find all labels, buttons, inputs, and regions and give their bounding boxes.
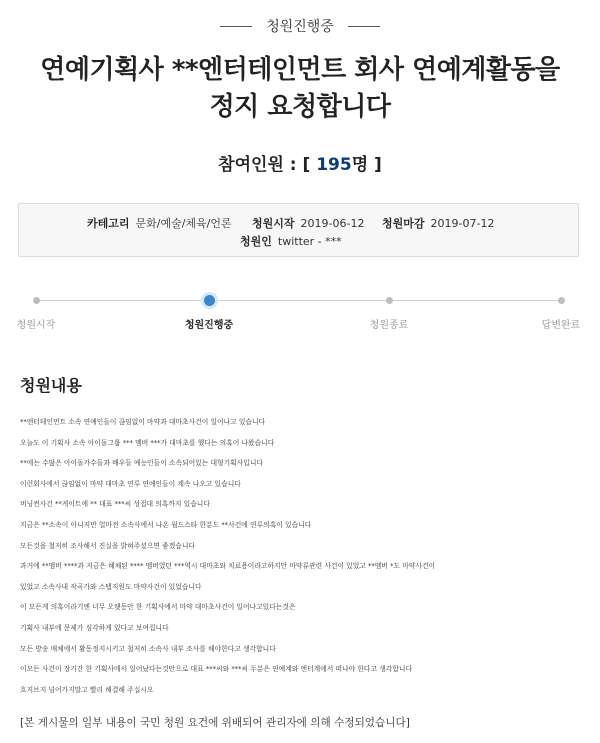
petition-content xyxy=(20,412,590,700)
content-line: 오늘도 이 기획사 소속 아이돌그룹 *** 멤버 ***가 대마초를 했다는 의혹이 나왔습니다 xyxy=(20,438,275,447)
info-end-value: 2019-07-12 xyxy=(430,217,495,230)
progress-dot xyxy=(558,297,565,304)
info-petitioner-label: 청원인 xyxy=(240,235,272,248)
progress-dot-active xyxy=(204,295,215,306)
status-right-divider xyxy=(348,26,380,27)
info-petitioner-value: twitter - *** xyxy=(277,235,342,248)
petition-title-line1: 연예기획사 **엔터테인먼트 회사 연예계활동을 xyxy=(40,55,560,85)
petition-info-box xyxy=(18,203,579,257)
status-left-divider xyxy=(220,26,252,27)
progress-step-ongoing xyxy=(169,288,249,331)
info-category-value: 문화/예술/체육/언론 xyxy=(135,217,232,230)
participant-number: 195 xyxy=(316,155,352,175)
info-start-date xyxy=(252,215,364,231)
progress-step-label: 청원진행중 xyxy=(184,320,234,331)
participant-count xyxy=(0,150,600,175)
progress-step-label: 청원종료 xyxy=(369,320,409,331)
progress-step-start xyxy=(0,288,76,331)
progress-tracker xyxy=(0,288,600,338)
progress-line xyxy=(35,300,562,301)
content-line: **엔터테인먼트 소속 연예인들이 끊임없이 마약과 대마초사건이 일어나고 있습니다 xyxy=(20,418,266,426)
content-line: 이 모든게 의혹이라기엔 너무 오랫동안 한 기획사에서 마약 대마초사건이 일어나고있다는것은 xyxy=(20,603,296,612)
progress-dot xyxy=(33,297,40,304)
petition-title-line2: 정지 요청합니다 xyxy=(209,92,391,122)
content-line: 모든것을 철저히 조사해서 진실을 밝혀주셨으면 좋겠습니다 xyxy=(20,541,195,550)
info-start-label: 청원시작 xyxy=(252,217,295,230)
progress-dot xyxy=(386,297,393,304)
info-end-date xyxy=(382,215,494,231)
info-start-value: 2019-06-12 xyxy=(300,217,365,230)
content-section-title: 청원내용 xyxy=(20,376,82,395)
info-category-label: 카테고리 xyxy=(87,217,130,230)
info-petitioner xyxy=(240,233,342,249)
petition-status xyxy=(0,14,600,38)
participant-suffix: 명 ] xyxy=(351,155,382,175)
content-line: 기획사 내부에 문제가 심각하게 있다고 보여집니다 xyxy=(20,623,169,632)
content-line: 있었고 소속사내 작곡가와 스탭직원도 마약사건이 있었습니다 xyxy=(20,582,202,591)
progress-step-label: 청원시작 xyxy=(16,320,56,331)
moderation-notice: [본 게시물의 일부 내용이 국민 청원 요건에 위배되어 관리자에 의해 수정되었습니다] xyxy=(20,717,410,729)
progress-step-closed xyxy=(349,288,429,331)
status-label: 청원진행중 xyxy=(266,19,334,35)
petition-title xyxy=(20,52,580,126)
content-line: **에는 수많은 아이돌가수들과 배우들 예능인들이 소속되어있는 대형기획사입니다 xyxy=(20,459,263,468)
content-line: 흐지브지 넘어가지말고 빨리 해결해 주십시오 xyxy=(20,685,154,694)
content-line: 이모든 사건이 장기간 한 기획사에서 일어났다는것만으로 대표 ***씨와 ***씨 두분은 연예계와 엔터계에서 떠나야 한다고 생각합니다 xyxy=(20,665,413,674)
content-line: 지금은 **소속이 아니지만 얼마전 소속사에서 나온 월드스타 한분도 **사건에 연루의혹이 있습니다 xyxy=(20,520,312,529)
progress-step-label: 답변완료 xyxy=(541,320,581,331)
progress-step-answered xyxy=(521,288,600,331)
info-end-label: 청원마감 xyxy=(382,217,425,230)
participant-prefix: 참여인원 : [ xyxy=(218,155,311,175)
content-line: 이런회사에서 끊임없이 마약 대마초 연루 연예인들이 계속 나오고 있습니다 xyxy=(20,479,241,488)
info-category xyxy=(87,215,232,231)
content-line: 버닝썬사건 **게이트에 ** 대표 ***씨 성접대 의혹까지 있습니다 xyxy=(20,500,210,509)
content-line: 과거에 **멤버 ****과 지금은 해체된 **** 멤버였던 ***역시 대마초와 치료용이라고하지만 마약류관련 사건이 있었고 **멤버 *도 마약사건이 xyxy=(20,562,436,571)
content-line: 모든 방송 매체에서 활동정지시키고 철저히 소속사 내부 조사를 해야한다고 생각합니다 xyxy=(20,644,276,653)
